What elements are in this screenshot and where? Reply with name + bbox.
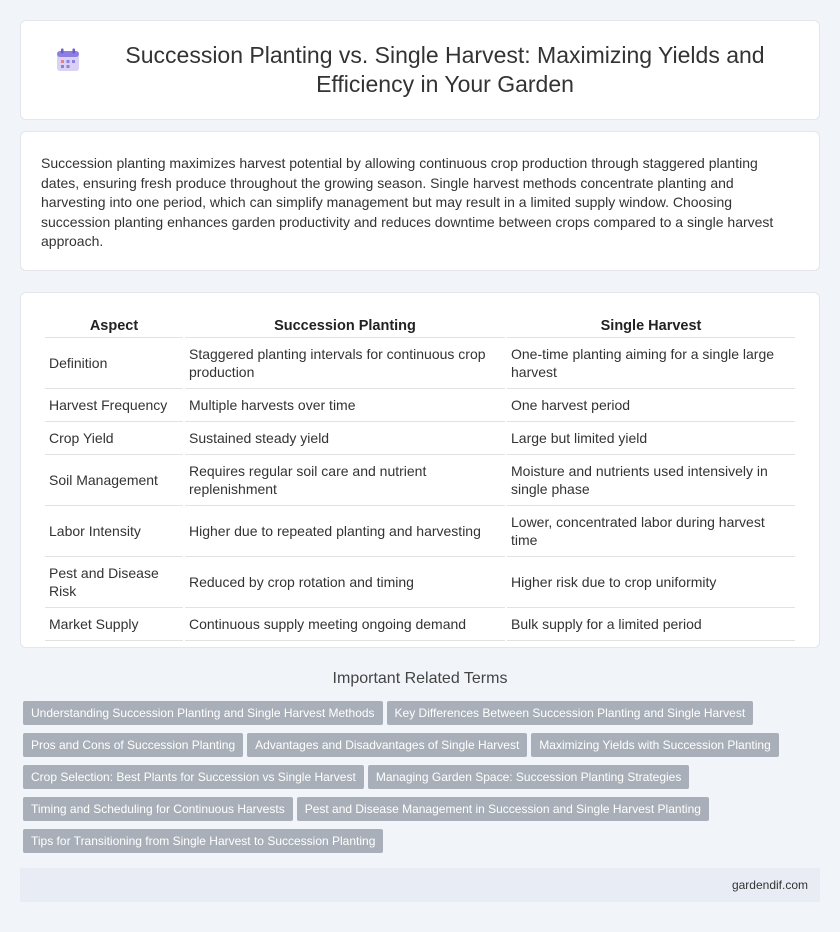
column-header: Single Harvest (507, 315, 795, 338)
table-cell: Crop Yield (45, 422, 183, 455)
table-cell: Pest and Disease Risk (45, 557, 183, 608)
footer-site-link[interactable]: gardendif.com (731, 878, 808, 892)
table-row (45, 338, 795, 389)
table-cell: One harvest period (507, 389, 795, 422)
table-cell: Sustained steady yield (185, 422, 505, 455)
table-row (45, 506, 795, 557)
calendar-icon (55, 47, 81, 73)
table-cell: One-time planting aiming for a single large harvest (507, 338, 795, 389)
table-row (45, 608, 795, 641)
table-cell: Bulk supply for a limited period (507, 608, 795, 641)
table-cell: Reduced by crop rotation and timing (185, 557, 505, 608)
related-term-tag[interactable]: Tips for Transitioning from Single Harvest to Succession Planting (23, 829, 383, 853)
related-term-tag[interactable]: Advantages and Disadvantages of Single Harvest (247, 733, 527, 757)
table-cell: Market Supply (45, 608, 183, 641)
comparison-table-card (20, 292, 820, 648)
table-row (45, 455, 795, 506)
related-terms-title: Important Related Terms (332, 670, 508, 687)
related-term-tag[interactable]: Key Differences Between Succession Planting and Single Harvest (387, 701, 754, 725)
table-cell: Lower, concentrated labor during harvest time (507, 506, 795, 557)
page-title: Succession Planting vs. Single Harvest: Maximizing Yields and Efficiency in Your Garden (125, 42, 765, 97)
column-header: Succession Planting (185, 315, 505, 338)
table-cell: Continuous supply meeting ongoing demand (185, 608, 505, 641)
intro-text: Succession planting maximizes harvest potential by allowing continuous crop production through staggered planting dates, ensuring fresh produce throughout the growing season. Single harvest methods concentrate planting and harvesting into one period, which can simplify management but may result in a limited supply window. Choosing succession planting enhances garden productivity and reduces downtime between crops compared to a single harvest approach. (41, 155, 774, 249)
related-term-tag[interactable]: Understanding Succession Planting and Single Harvest Methods (23, 701, 383, 725)
footer (20, 868, 820, 902)
comparison-table (43, 315, 797, 641)
related-terms-list (23, 701, 823, 861)
table-cell: Soil Management (45, 455, 183, 506)
table-header-row (45, 315, 795, 338)
table-cell: Large but limited yield (507, 422, 795, 455)
table-cell: Higher risk due to crop uniformity (507, 557, 795, 608)
table-cell: Moisture and nutrients used intensively in single phase (507, 455, 795, 506)
table-cell: Labor Intensity (45, 506, 183, 557)
header-card (20, 20, 820, 120)
table-row (45, 557, 795, 608)
table-cell: Higher due to repeated planting and harvesting (185, 506, 505, 557)
table-row (45, 389, 795, 422)
related-term-tag[interactable]: Managing Garden Space: Succession Planting Strategies (368, 765, 690, 789)
table-cell: Harvest Frequency (45, 389, 183, 422)
table-cell: Multiple harvests over time (185, 389, 505, 422)
column-header: Aspect (45, 315, 183, 338)
related-term-tag[interactable]: Pros and Cons of Succession Planting (23, 733, 243, 757)
intro-card (20, 131, 820, 271)
table-cell: Staggered planting intervals for continuous crop production (185, 338, 505, 389)
related-term-tag[interactable]: Crop Selection: Best Plants for Succession vs Single Harvest (23, 765, 364, 789)
table-cell: Requires regular soil care and nutrient replenishment (185, 455, 505, 506)
table-cell: Definition (45, 338, 183, 389)
related-term-tag[interactable]: Maximizing Yields with Succession Planting (531, 733, 778, 757)
related-term-tag[interactable]: Timing and Scheduling for Continuous Harvests (23, 797, 293, 821)
table-row (45, 422, 795, 455)
related-term-tag[interactable]: Pest and Disease Management in Succession and Single Harvest Planting (297, 797, 709, 821)
